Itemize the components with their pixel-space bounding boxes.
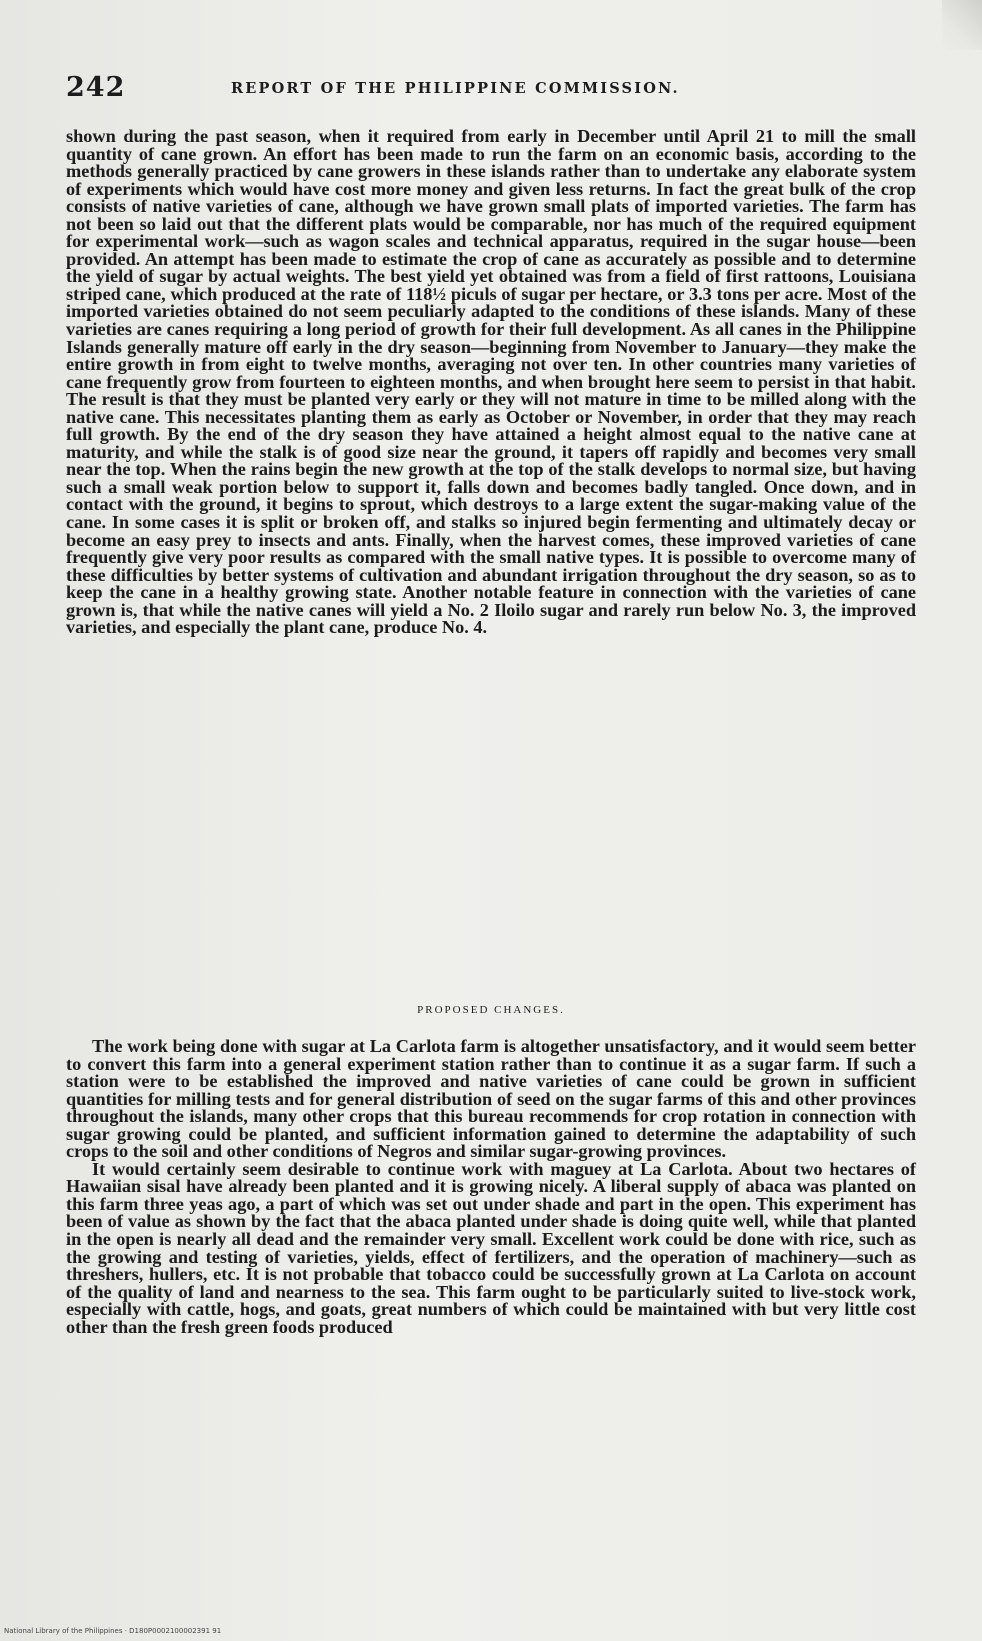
page-corner-shadow (942, 0, 982, 50)
paragraph: The work being done with sugar at La Carlota farm is altogether unsatisfactory, and it would seem better to convert this farm into a general experiment station rather than to continue it as a sugar farm. If such a station were to be established the improved and native varieties of cane could be grown in sufficient quantities for milling tests and for general distribution of seed on the sugar farms of this and other provinces throughout the islands, many other crops that this bureau recommends for crop rotation in connection with sugar growing could be planted, and sufficient information gained to determine the adaptability of such crops to the soil and other conditions of Negros and similar sugar-growing provinces. (66, 1036, 916, 1162)
page-number: 242 (66, 72, 126, 103)
paragraph: shown during the past season, when it required from early in December until April 21 to mill the small quantity of cane grown. An effort has been made to run the farm on an economic basis, according to the methods generally practiced by cane growers in these islands rather than to undertake any elaborate system of experiments which would have cost more money and given less returns. In fact the great bulk of the crop consists of native varieties of cane, although we have grown small plats of imported varieties. The farm has not been so laid out that the different plats would be comparable, nor has much of the required equipment for experimental work—such as wagon scales and technical apparatus, required in the sugar house—been provided. An attempt has been made to estimate the crop of cane as accurately as possible and to determine the yield of sugar by actual weights. The best yield yet obtained was from a field of first rattoons, Louisiana striped cane, which produced at the rate of 118½ piculs of sugar per hectare, or 3.3 tons per acre. Most of the imported varieties obtained do not seem peculiarly adapted to the conditions of these islands. Many of these varieties are canes requiring a long period of growth for their full development. As all canes in the Philippine Islands generally mature off early in the dry season—beginning from November to January—they make the entire growth in from eight to twelve months, averaging not over ten. In other countries many varieties of cane frequently grow from fourteen to eighteen months, and when brought here seem to persist in that habit. The result is that they must be planted very early or they will not mature in time to be milled along with the native cane. This necessitates planting them as early as October or November, in order that they may reach full growth. By the end of the dry season they have attained a height almost equal to the native cane at maturity, and while the stalk is of good size near the ground, it tapers off rapidly and becomes very small near the top. When the rains begin the new growth at the top of the stalk develops to normal size, but having such a small weak portion below to support it, falls down and becomes badly tangled. Once down, and in contact with the ground, it begins to sprout, which destroys to a large extent the sugar-making value of the cane. In some cases it is split or broken off, and stalks so injured begin fermenting and ultimately decay or become an easy prey to insects and ants. Finally, when the harvest comes, these improved varieties of cane frequently give very poor results as compared with the small native types. It is possible to overcome many of these difficulties by better systems of cultivation and abundant irrigation throughout the dry season, so as to keep the cane in a healthy growing state. Another notable feature in connection with the varieties of cane grown is, that while the native canes will yield a No. 2 Iloilo sugar and rarely run below No. 3, the improved varieties, and especially the plant cane, produce No. 4. (66, 126, 916, 638)
section-heading: PROPOSED CHANGES. (417, 1004, 565, 1016)
body-text-top (66, 128, 916, 637)
body-text-bottom (66, 1038, 916, 1336)
paragraph: It would certainly seem desirable to continue work with maguey at La Carlota. About two hectares of Hawaiian sisal have already been planted and it is growing nicely. A liberal supply of abaca was planted on this farm three yeas ago, a part of which was set out under shade and part in the open. This experiment has been of value as shown by the fact that the abaca planted under shade is doing quite well, while that planted in the open is nearly all dead and the remainder very small. Excellent work could be done with rice, such as the growing and testing of varieties, yields, effect of fertilizers, and the operation of machinery—such as threshers, hullers, etc. It is not probable that tobacco could be successfully grown at La Carlota on account of the quality of land and nearness to the sea. This farm ought to be particularly suited to live-stock work, especially with cattle, hogs, and goats, great numbers of which could be maintained with but very little cost other than the fresh green foods produced (66, 1158, 916, 1337)
scan-credit: National Library of the Philippines · D180P0002100002391 91 (4, 1627, 222, 1635)
running-head: REPORT OF THE PHILIPPINE COMMISSION. (231, 80, 680, 97)
page-header (66, 72, 922, 108)
